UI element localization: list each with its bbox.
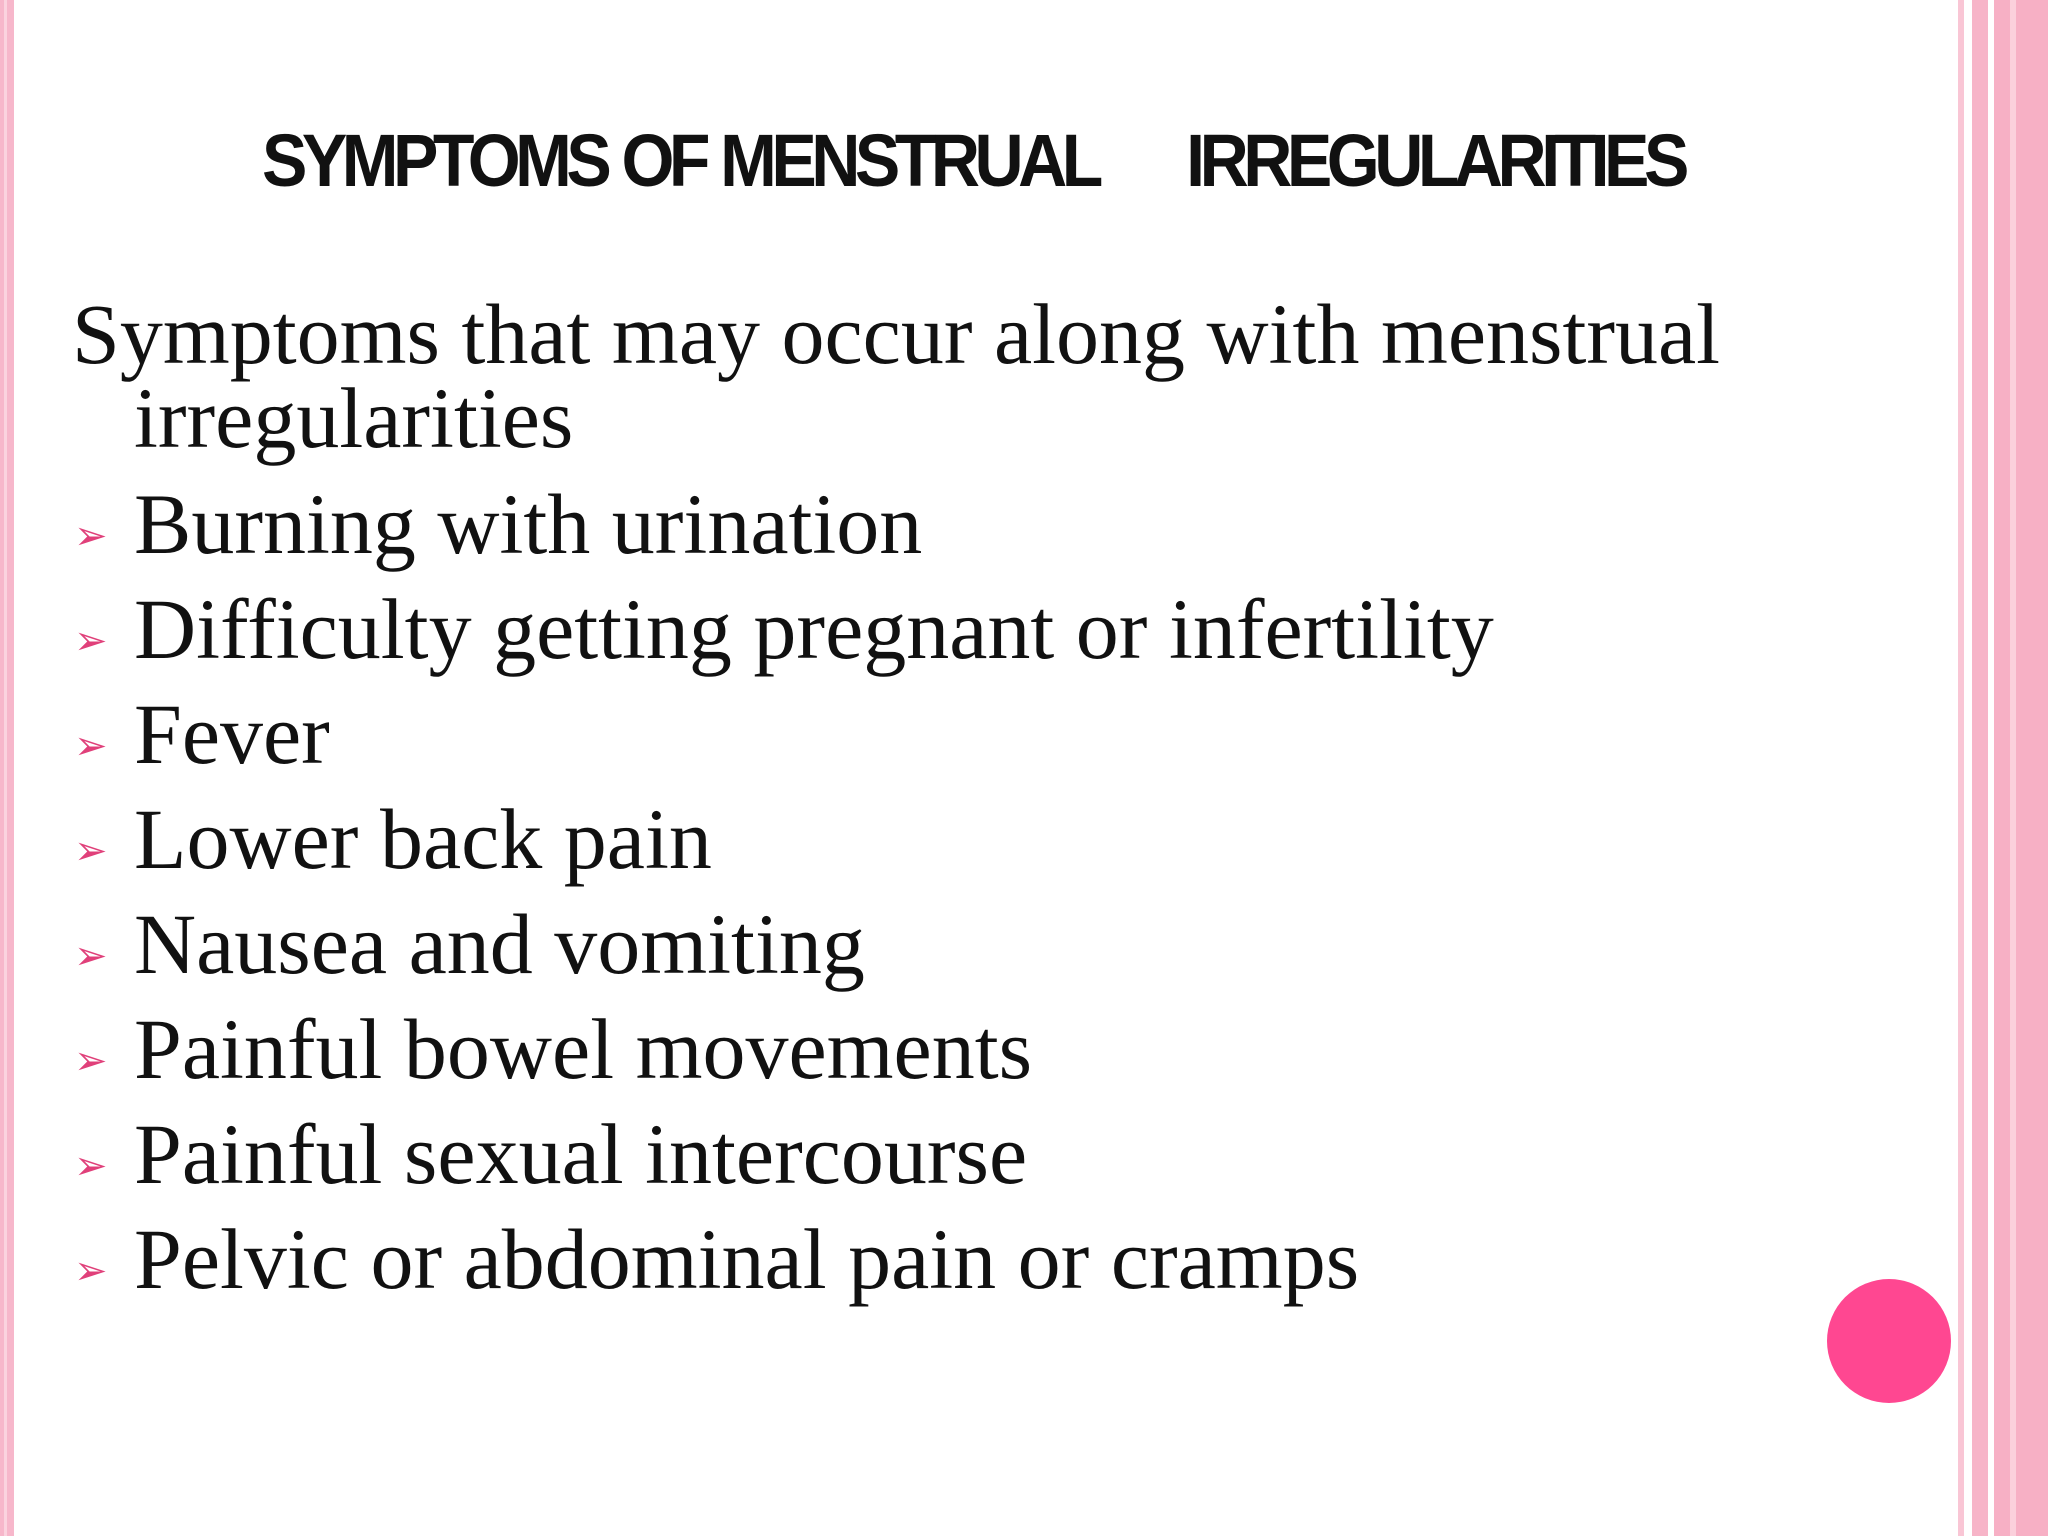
right-stripe [1964,0,1972,1536]
arrow-bullet-icon: ➢ [74,513,108,559]
arrow-bullet-icon: ➢ [74,828,108,874]
right-stripe [1972,0,1988,1536]
list-item-label: Nausea and vomiting [134,896,865,992]
list-item-label: Pelvic or abdominal pain or cramps [134,1211,1360,1307]
intro-text: Symptoms that may occur along with menstrual irregularities [72,286,1721,466]
list-item [72,1207,1932,1312]
list-item [72,577,1932,682]
list-item [72,787,1932,892]
decorative-circle [1827,1279,1951,1403]
right-stripe [1994,0,2048,1536]
slide-title-left: SYMPTOMS OF MENSTRUAL [262,119,1098,202]
list-item [72,1102,1932,1207]
list-item [72,472,1932,577]
list-item [72,997,1932,1102]
list-item [72,682,1932,787]
arrow-bullet-icon: ➢ [74,723,108,769]
left-border [0,0,14,1536]
symptom-list [72,472,1932,1312]
list-item-label: Burning with urination [134,476,923,572]
arrow-bullet-icon: ➢ [74,1143,108,1189]
arrow-bullet-icon: ➢ [74,933,108,979]
arrow-bullet-icon: ➢ [74,618,108,664]
slide-title-right: IRREGULARITIES [1186,119,1684,202]
arrow-bullet-icon: ➢ [74,1248,108,1294]
slide-body [72,286,1932,1312]
list-item-label: Difficulty getting pregnant or infertility [134,581,1494,677]
list-item-label: Painful bowel movements [134,1001,1033,1097]
list-item-label: Painful sexual intercourse [134,1106,1028,1202]
arrow-bullet-icon: ➢ [74,1038,108,1084]
list-item [72,892,1932,997]
list-item-label: Lower back pain [134,791,712,887]
list-item-label: Fever [134,686,330,782]
slide-title [262,118,1684,203]
right-stripe [2010,0,2016,1536]
